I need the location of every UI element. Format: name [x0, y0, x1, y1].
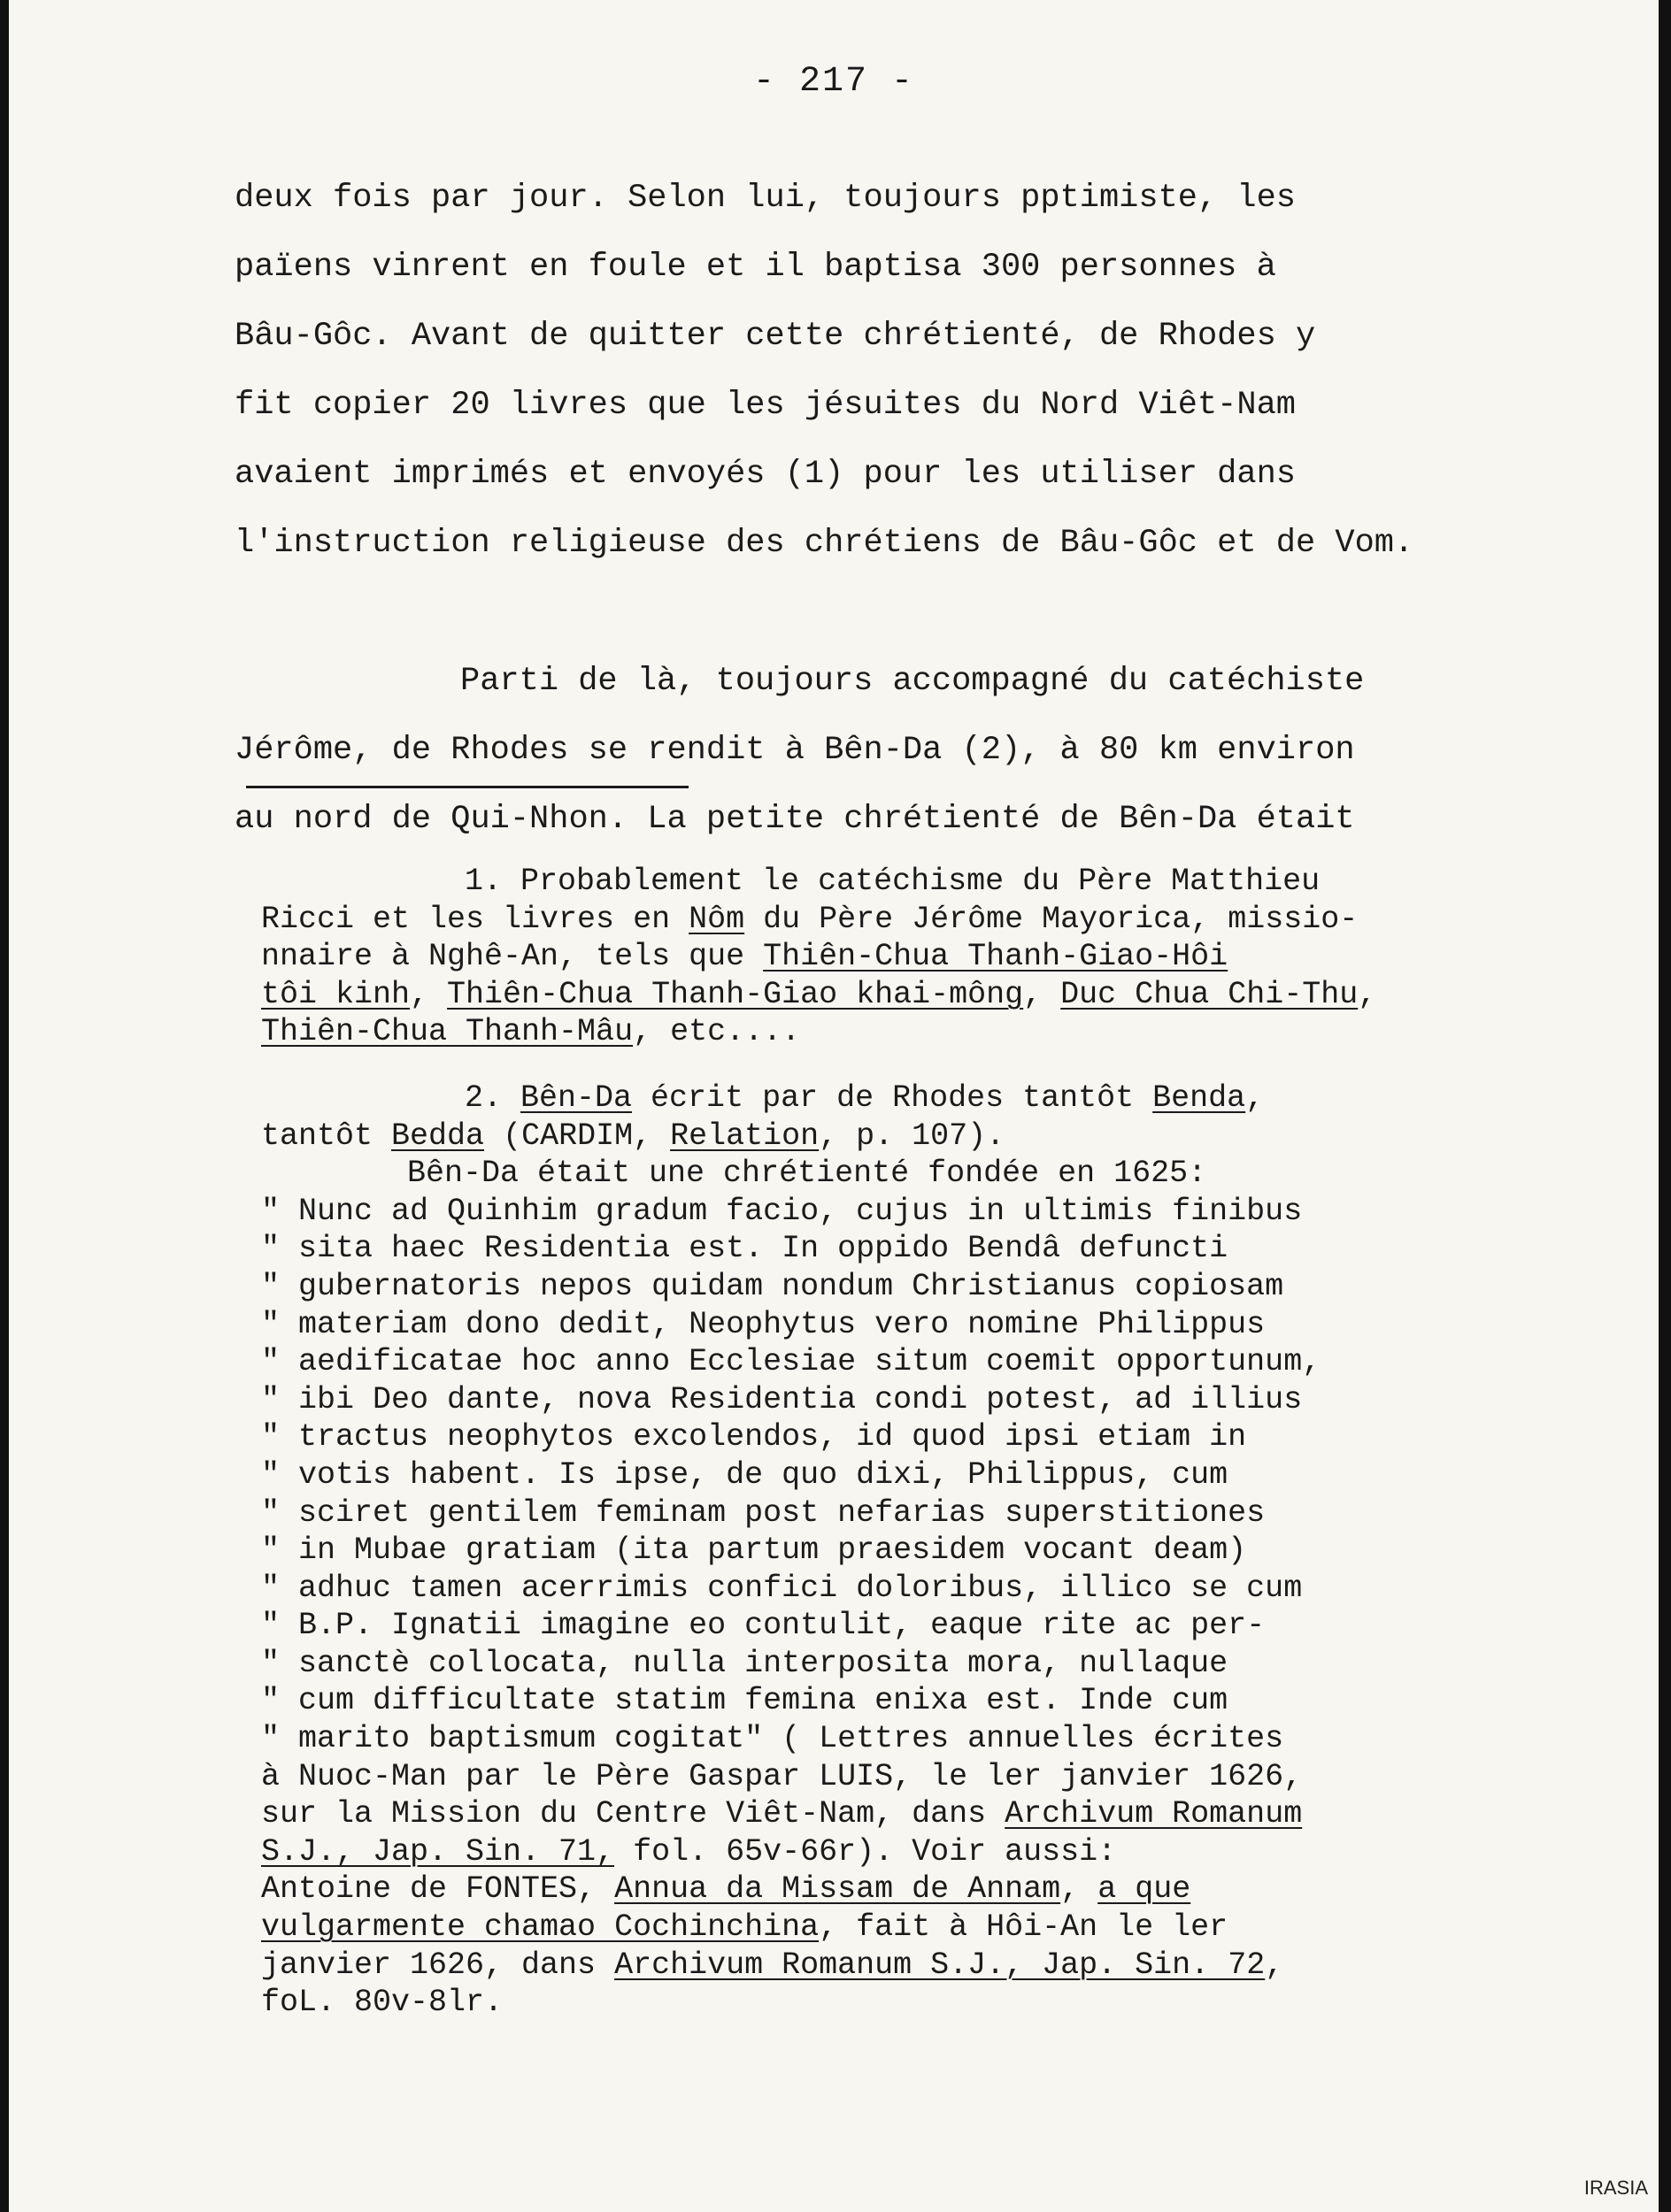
quote-line: " in Mubae gratiam (ita partum praesidem vocant deam) — [261, 1532, 1247, 1569]
footnote-2-line: " marito baptismum cogitat" ( Lettres annuelles écrites — [261, 1721, 1284, 1757]
quote-line: " ibi Deo dante, nova Residentia condi potest, ad illius — [261, 1381, 1303, 1417]
footnote-separator — [246, 786, 689, 788]
text-line: Jérôme, de Rhodes se rendit à Bên-Da (2), à 80 km environ — [235, 732, 1355, 769]
quote-line: " sanctè collocata, nulla interposita mora, nullaque — [261, 1645, 1228, 1681]
footnote-1-line: tôi kinh, Thiên-Chua Thanh-Giao khai-mông, Duc Chua Chi-Thu, — [261, 976, 1377, 1012]
quote-line: " sita haec Residentia est. In oppido Bendâ defuncti — [261, 1231, 1228, 1267]
footnote-1-line: Thiên-Chua Thanh-Mâu, etc.... — [261, 1014, 801, 1050]
footnote-1-line: 1. Probablement le catéchisme du Père Matthieu — [465, 864, 1321, 899]
text-line: Bâu-Gôc. Avant de quitter cette chrétienté, de Rhodes y — [235, 318, 1316, 355]
footnote-2-line: tantôt Bedda (CARDIM, Relation, p. 107). — [261, 1118, 1005, 1154]
footnote-1-line: nnaire à Nghê-An, tels que Thiên-Chua Thanh-Giao-Hôi — [261, 939, 1228, 975]
footnote-2-line: S.J., Jap. Sin. 71, fol. 65v-66r). Voir aussi: — [261, 1833, 1117, 1870]
footnotes — [261, 863, 1571, 2022]
footnote-1-line: Ricci et les livres en Nôm du Père Jérôme Mayorica, missio- — [261, 901, 1359, 937]
quote-line: " gubernatoris nepos quidam nondum Christianus copiosam — [261, 1268, 1284, 1304]
text-line: Parti de là, toujours accompagné du catéchiste — [460, 663, 1365, 700]
quote-line: " materiam dono dedit, Neophytus vero nomine Philippus — [261, 1306, 1266, 1342]
footnote-2-line: 2. Bên-Da écrit par de Rhodes tantôt Benda, — [465, 1079, 1265, 1116]
quote-line: " sciret gentilem feminam post nefarias superstitiones — [261, 1494, 1266, 1531]
page-number: - 217 - — [752, 62, 915, 102]
quote-line: " B.P. Ignatii imagine eo contulit, eaque rite ac per- — [261, 1608, 1266, 1644]
text-line: fit copier 20 livres que les jésuites du Nord Viêt-Nam — [235, 387, 1296, 424]
footnote-2-line: foL. 80v-8lr. — [261, 1985, 504, 2021]
text-line: avaient imprimés et envoyés (1) pour les utiliser dans — [235, 456, 1296, 493]
document-page — [9, 0, 1659, 2212]
text-line: l'instruction religieuse des chrétiens de Bâu-Gôc et de Vom. — [235, 525, 1414, 562]
main-text — [235, 164, 1553, 854]
quote-line: " Nunc ad Quinhim gradum facio, cujus in ultimis finibus — [261, 1193, 1303, 1229]
quote-line: " adhuc tamen acerrimis confici doloribus, illico se cum — [261, 1570, 1303, 1606]
watermark-label: IRASIA — [1583, 2177, 1648, 2199]
footnote-2-line: Bên-Da était une chrétienté fondée en 1625: — [407, 1156, 1207, 1192]
text-line: deux fois par jour. Selon lui, toujours pptimiste, les — [235, 180, 1296, 217]
text-line: païens vinrent en foule et il baptisa 300 personnes à — [235, 249, 1276, 286]
quote-line: " aedificatae hoc anno Ecclesiae situm coemit opportunum, — [261, 1344, 1321, 1380]
footnote-2-line: sur la Mission du Centre Viêt-Nam, dans Archivum Romanum — [261, 1796, 1303, 1832]
quote-line: " cum difficultate statim femina enixa est. Inde cum — [261, 1683, 1228, 1719]
quote-line: " tractus neophytos excolendos, id quod ipsi etiam in — [261, 1419, 1247, 1455]
text-line: au nord de Qui-Nhon. La petite chrétienté de Bên-Da était — [235, 801, 1355, 838]
footnote-2-line: à Nuoc-Man par le Père Gaspar LUIS, le ler janvier 1626, — [261, 1758, 1303, 1794]
footnote-2-line: janvier 1626, dans Archivum Romanum S.J., Jap. Sin. 72, — [261, 1947, 1284, 1983]
footnote-2-line: Antoine de FONTES, Annua da Missam de Annam, a que — [261, 1871, 1191, 1908]
quote-line: " votis habent. Is ipse, de quo dixi, Philippus, cum — [261, 1456, 1228, 1493]
footnote-2-line: vulgarmente chamao Cochinchina, fait à Hôi-An le ler — [261, 1909, 1228, 1946]
